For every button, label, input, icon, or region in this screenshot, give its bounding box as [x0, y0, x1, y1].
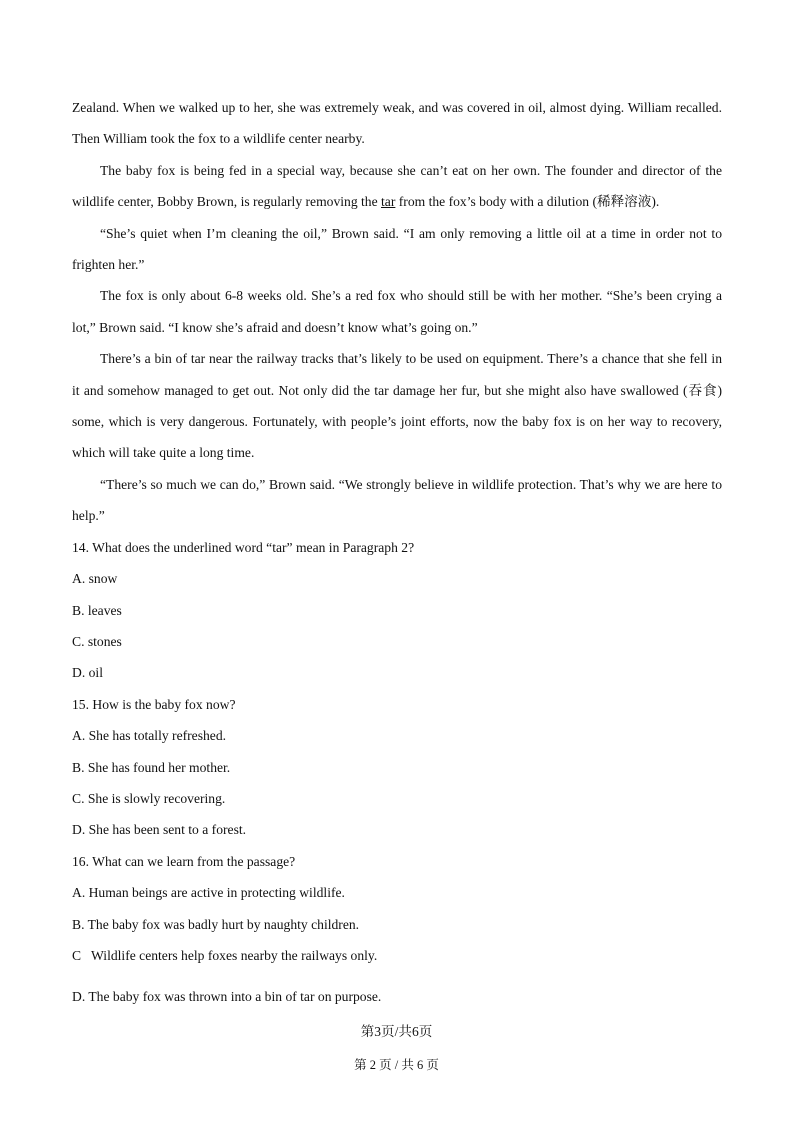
- passage-paragraph-3: “She’s quiet when I’m cleaning the oil,” Brown said. “I am only removing a little oil at a time in order not to frighten her.”: [72, 225, 722, 273]
- question-14-stem: 14. What does the underlined word “tar” mean in Paragraph 2?: [72, 539, 415, 555]
- question-15-option-b: B. She has found her mother.: [72, 759, 231, 775]
- passage-paragraph-1: Zealand. When we walked up to her, she was extremely weak, and was covered in oil, almost dying. William recalled. Then William took the fox to a wildlife center nearby.: [72, 100, 722, 147]
- question-14-option-a: A. snow: [72, 571, 118, 587]
- question-14-option-d: D. oil: [72, 665, 103, 681]
- page-content: [72, 92, 722, 1013]
- underlined-word-tar: tar: [381, 194, 396, 210]
- passage-paragraph-6: “There’s so much we can do,” Brown said. “We strongly believe in wildlife protection. That’s why we are here to help.”: [72, 476, 722, 524]
- question-15-stem: 15. How is the baby fox now?: [72, 696, 236, 712]
- page-number-primary: 第3页/共6页: [360, 1024, 433, 1039]
- question-15-option-c: C. She is slowly recovering.: [72, 790, 226, 806]
- question-16-option-d: D. The baby fox was thrown into a bin of tar on purpose.: [72, 989, 382, 1005]
- question-16: [72, 846, 722, 1013]
- question-16-option-c: C Wildlife centers help foxes nearby the railways only.: [72, 947, 378, 963]
- paragraph-2-text-start: The baby fox is being fed in a special way, because she can’t eat on her own. The founder and director of the wildlife center, Bobby Brown, is regularly removing the: [72, 162, 722, 210]
- question-14-option-b: B. leaves: [72, 602, 122, 618]
- passage-paragraph-4: The fox is only about 6-8 weeks old. She’s a red fox who should still be with her mother. “She’s been crying a lot,” Brown said. “I know she’s afraid and doesn’t know what’s going on.”: [72, 288, 722, 335]
- passage-paragraph-5: There’s a bin of tar near the railway tracks that’s likely to be used on equipment. There’s a chance that she fell in it and somehow managed to get out. Not only did the tar damage her fur, but she might also have swallowed (吞食) some, which is very dangerous. Fortunately, with people’s joint efforts, now the baby fox is on her way to recovery, which will take quite a long time.: [72, 351, 722, 461]
- question-15: [72, 689, 722, 846]
- question-15-option-a: A. She has totally refreshed.: [72, 728, 227, 744]
- question-14: [72, 532, 722, 689]
- passage-paragraph-2: [72, 155, 722, 218]
- question-16-option-b: B. The baby fox was badly hurt by naughty children.: [72, 916, 360, 932]
- paragraph-2-text-end: from the fox’s body with a dilution (稀释溶液).: [395, 194, 660, 210]
- question-15-option-d: D. She has been sent to a forest.: [72, 822, 247, 838]
- question-14-option-c: C. stones: [72, 633, 122, 649]
- page-number-secondary: 第 2 页 / 共 6 页: [354, 1058, 439, 1072]
- question-16-option-a: A. Human beings are active in protecting wildlife.: [72, 885, 345, 901]
- question-16-stem: 16. What can we learn from the passage?: [72, 853, 296, 869]
